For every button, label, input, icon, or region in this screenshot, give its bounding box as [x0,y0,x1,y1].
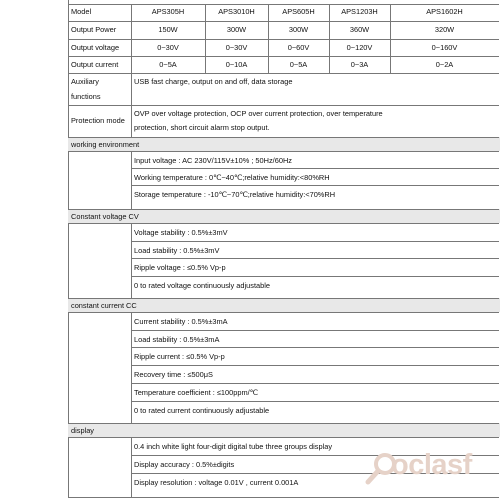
auxiliary-value: USB fast charge, output on and off, data storage [134,77,293,86]
row-divider [131,241,499,242]
model-name: APS305H [151,7,185,16]
model-name: APS1602H [426,7,463,16]
watermark-text: oclasf [391,449,472,481]
row-divider [68,151,499,152]
spec-item: Temperature coefficient : ≤100ppm/℃ [134,388,258,397]
protection-value: OVP over voltage protection, OCP over current protection, over temperature [134,109,383,118]
section-title: display [71,426,95,435]
row-divider [131,276,499,277]
section-title: Constant voltage CV [71,212,139,221]
row-divider [131,383,499,384]
row-divider [131,347,499,348]
row-divider [68,4,499,5]
spec-value: 0~10A [225,60,248,69]
spec-value: 300W [288,25,309,34]
row-divider [131,365,499,366]
row-divider [68,73,499,74]
model-name: APS3010H [218,7,255,16]
spec-item: Display accuracy : 0.5%±digits [134,460,235,469]
protection-value: protection, short circuit alarm stop output. [134,123,270,132]
spec-value: 0~2A [435,60,454,69]
spec-item: Ripple voltage : ≤0.5% Vp-p [134,263,226,272]
row-divider [68,56,499,57]
spec-item: Display resolution : voltage 0.01V , current 0.001A [134,478,299,487]
spec-item: Storage temperature : -10℃~70℃;relative humidity:<70%RH [134,190,336,199]
row-divider [68,223,499,224]
spec-item: 0 to rated current continuously adjustable [134,406,270,415]
protection-label: Protection mode [71,116,125,125]
spec-value: 0~30V [225,43,248,52]
row-divider [68,209,499,210]
row-divider [68,137,499,138]
spec-value: 150W [158,25,178,34]
spec-item: Voltage stability : 0.5%±3mV [134,228,228,237]
spec-item: Current stability : 0.5%±3mA [134,317,228,326]
watermark-logo [365,447,495,487]
spec-item: Load stability : 0.5%±3mV [134,246,220,255]
spec-item: 0 to rated voltage continuously adjustable [134,281,270,290]
spec-value: 0~160V [431,43,458,52]
row-divider [131,401,499,402]
spec-value: 0~30V [157,43,179,52]
section-band [68,423,500,437]
column-divider [131,73,132,137]
row-divider [131,330,499,331]
row-divider [131,168,499,169]
row-divider [68,105,499,106]
spec-value: 320W [434,25,455,34]
spec-item: Recovery time : ≤500μS [134,370,213,379]
row-divider [68,312,499,313]
row-divider [68,298,499,299]
spec-item: Load stability : 0.5%±3mA [134,335,220,344]
spec-value: 0~3A [350,60,369,69]
auxiliary-label: Auxiliary [71,77,99,86]
section-title: working environment [71,140,140,149]
model-name: APS1203H [341,7,378,16]
spec-item: Input voltage : AC 230V/115V±10% ; 50Hz/60Hz [134,156,292,165]
spec-row-label: Output Power [71,25,117,34]
row-divider [68,39,499,40]
spec-item: Ripple current : ≤0.5% Vp-p [134,352,225,361]
spec-item: Working temperature : 0℃~40℃;relative humidity:<80%RH [134,173,330,182]
spec-value: 360W [349,25,370,34]
spec-row-label: Output current [71,60,119,69]
spec-row-label: Output voltage [71,43,120,52]
column-divider [131,437,132,497]
auxiliary-label: functions [71,92,101,101]
spec-value: 300W [226,25,247,34]
spec-value: 0~120V [346,43,373,52]
row-divider [68,437,499,438]
column-divider [131,223,132,298]
spec-value: 0~5A [289,60,308,69]
row-divider [68,21,499,22]
column-divider [131,151,132,209]
column-divider [131,312,132,423]
model-label: Model [71,7,92,16]
model-name: APS605H [282,7,315,16]
row-divider [68,497,499,498]
row-divider [131,185,499,186]
section-title: constant current CC [71,301,137,310]
spec-value: 0~5A [159,60,177,69]
spec-item: 0.4 inch white light four-digit digital tube three groups display [134,442,333,451]
row-divider [68,423,499,424]
row-divider [131,258,499,259]
spec-value: 0~60V [287,43,310,52]
